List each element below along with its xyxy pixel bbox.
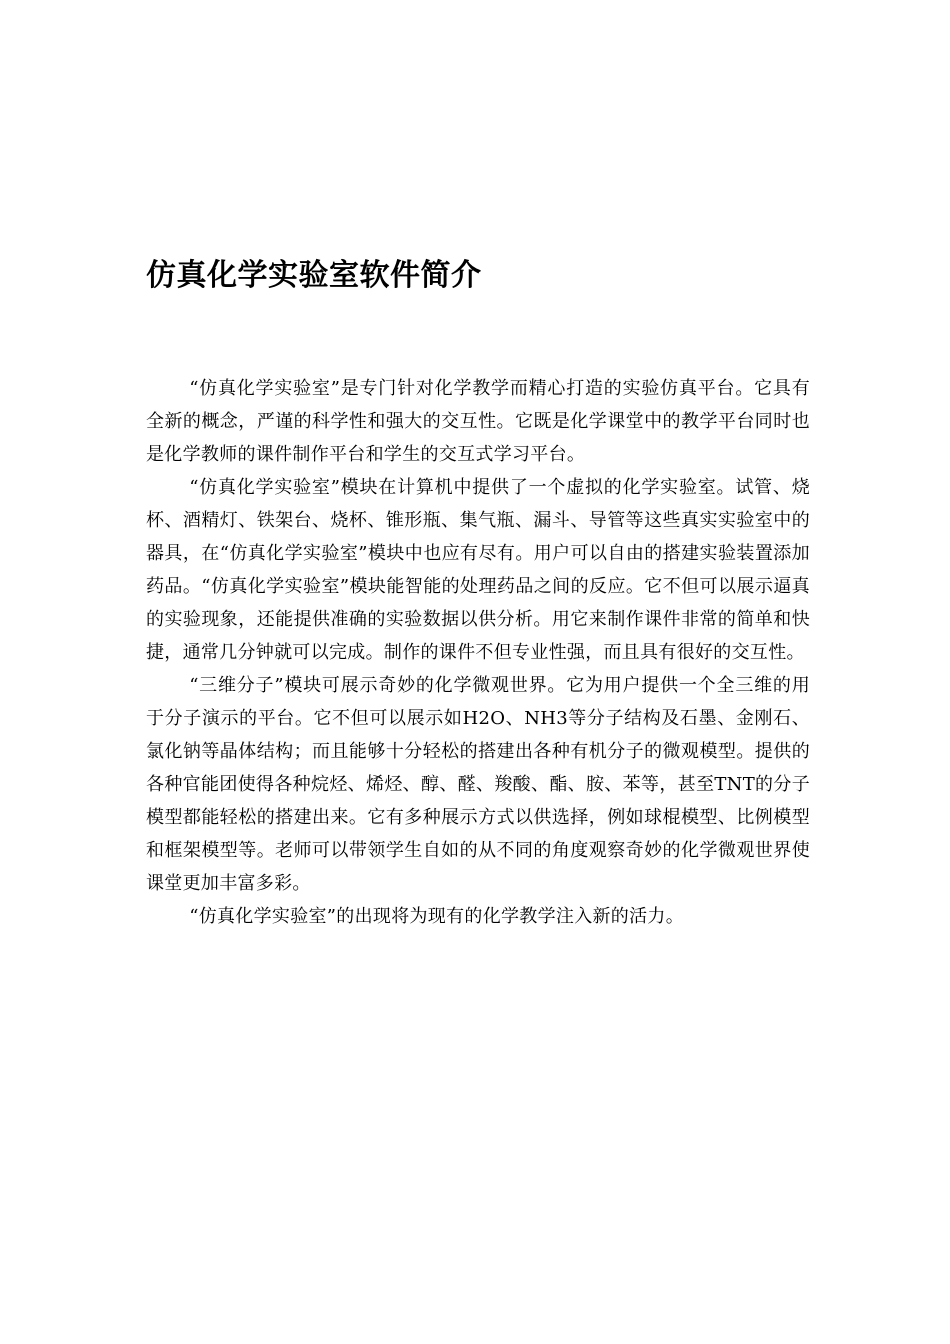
paragraph-3d-molecule: “三维分子”模块可展示奇妙的化学微观世界。它为用户提供一个全三维的用于分子演示的平台。它不但可以展示如H2O、NH3等分子结构及石墨、金刚石、氯化钠等晶体结构；而且能够十分轻松的搭建出各种有机分子的微观模型。提供的各种官能团使得各种烷烃、烯烃、醇、醛、羧酸、酯、胺、苯等，甚至TNT的分子模型都能轻松的搭建出来。它有多种展示方式以供选择，例如球棍模型、比例模型和框架模型等。老师可以带领学生自如的从不同的角度观察奇妙的化学微观世界使课堂更加丰富多彩。 <box>146 675 810 894</box>
document-title: 仿真化学实验室软件简介 <box>146 258 482 293</box>
paragraph-intro: “仿真化学实验室”是专门针对化学教学而精心打造的实验仿真平台。它具有全新的概念，严谨的科学性和强大的交互性。它既是化学课堂中的教学平台同时也是化学教师的课件制作平台和学生的交互式学习平台。 <box>146 378 810 465</box>
document-body <box>146 372 810 933</box>
paragraph-virtual-lab: “仿真化学实验室”模块在计算机中提供了一个虚拟的化学实验室。试管、烧杯、酒精灯、铁架台、烧杯、锥形瓶、集气瓶、漏斗、导管等这些真实实验室中的器具，在“仿真化学实验室”模块中也应有尽有。用户可以自由的搭建实验装置添加药品。“仿真化学实验室”模块能智能的处理药品之间的反应。它不但可以展示逼真的实验现象，还能提供准确的实验数据以供分析。用它来制作课件非常的简单和快捷，通常几分钟就可以完成。制作的课件不但专业性强，而且具有很好的交互性。 <box>146 477 810 663</box>
paragraph-conclusion: “仿真化学实验室”的出现将为现有的化学教学注入新的活力。 <box>189 906 684 927</box>
